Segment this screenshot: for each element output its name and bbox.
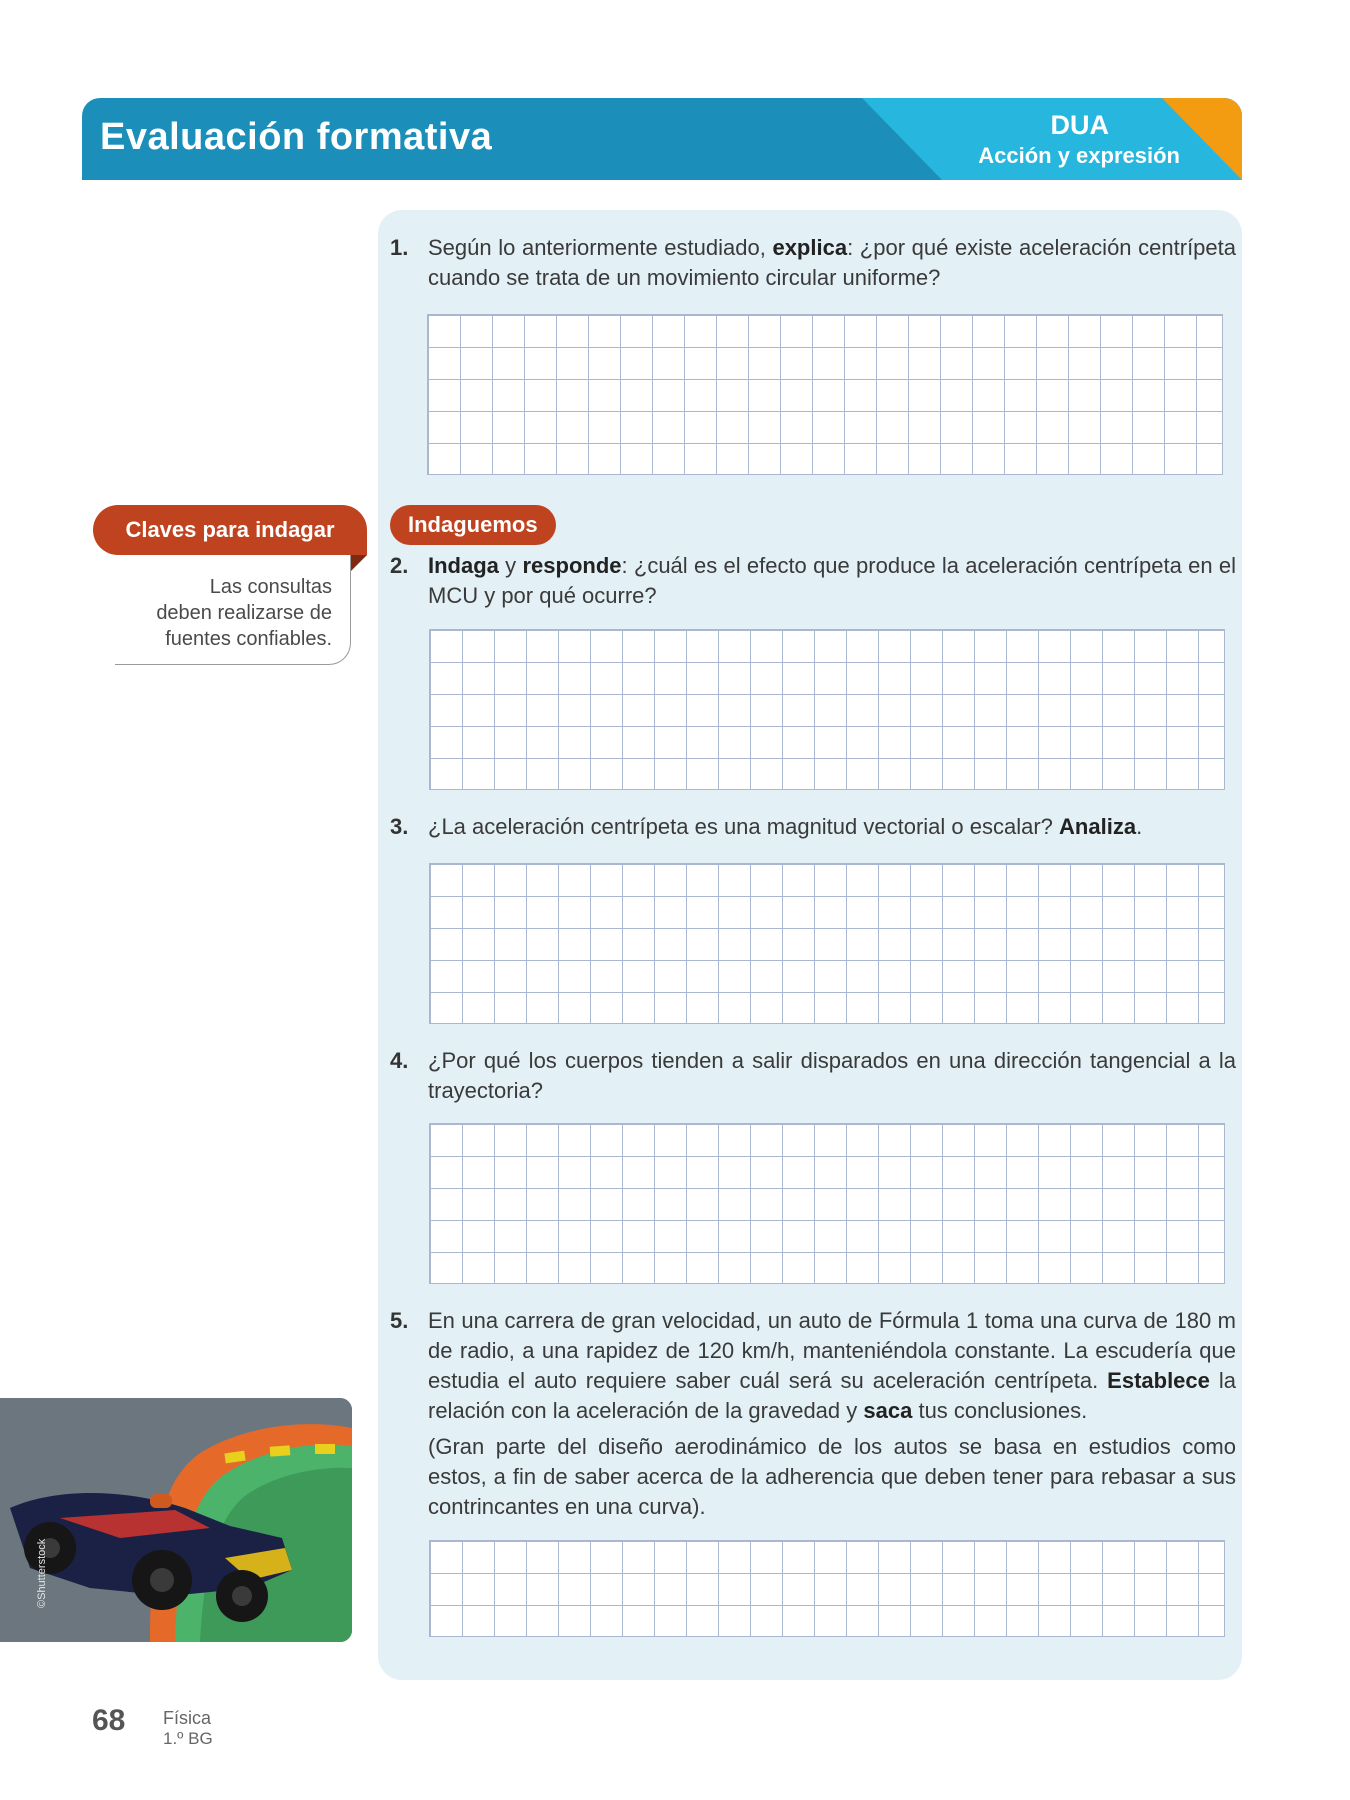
question-text: Según lo anteriormente estudiado, explica: ¿por qué existe aceleración centrípeta cuando se trata de un movimiento circular uniforme?	[428, 235, 1236, 290]
grade-label: 1.º BG	[163, 1729, 213, 1748]
answer-grid-2[interactable]	[429, 629, 1225, 790]
page-title: Evaluación formativa	[100, 116, 493, 158]
answer-grid-5[interactable]	[429, 1540, 1225, 1637]
question-number: 2.	[390, 553, 409, 578]
question-2	[390, 551, 1236, 611]
question-4	[390, 1046, 1236, 1106]
race-car-photo	[0, 1398, 352, 1642]
keyword-explica: explica	[772, 235, 848, 260]
keyword-saca: saca	[863, 1398, 913, 1423]
dua-label: DUA	[1050, 110, 1109, 140]
keyword-indaga: Indaga	[428, 553, 499, 578]
indaguemos-badge: Indaguemos	[390, 505, 556, 545]
claves-note: Las consultas deben realizarse de fuentes confiables.	[156, 576, 332, 650]
question-number: 4.	[390, 1048, 409, 1073]
dua-subtitle: Acción y expresión	[978, 143, 1180, 168]
tab-fold	[351, 555, 367, 571]
keyword-analiza: Analiza	[1059, 814, 1137, 839]
question-text: ¿La aceleración centrípeta es una magnitud vectorial o escalar? Analiza.	[428, 814, 1143, 839]
question-number: 1.	[390, 235, 409, 260]
question-text: En una carrera de gran velocidad, un auto de Fórmula 1 toma una curva de 180 m de radio, a una rapidez de 120 km/h, manteniéndola constante. La escudería que estudia el auto requiere saber cuál será su aceleración centrípeta. Establece la relación con la aceleración de la gravedad y saca tus conclusiones. (Gran parte del diseño aerodinámico de los autos se basa en estudios como estos, a fin de saber acerca de la adherencia que deben tener para rebasar a sus contrincantes en una curva).	[428, 1306, 1236, 1522]
question-text: Indaga y responde: ¿cuál es el efecto que produce la aceleración centrípeta en el MCU y por qué ocurre?	[428, 553, 1236, 608]
question-number: 5.	[390, 1308, 409, 1333]
claves-title: Claves para indagar	[93, 505, 367, 555]
keyword-responde: responde	[522, 553, 622, 578]
section-header	[82, 98, 1242, 180]
answer-grid-3[interactable]	[429, 863, 1225, 1024]
photo-credit: ©Shutterstock	[36, 1538, 48, 1608]
question-text: ¿Por qué los cuerpos tienden a salir disparados en una dirección tangencial a la trayectoria?	[428, 1048, 1236, 1103]
page-number: 68	[92, 1704, 126, 1737]
race-car-illustration	[0, 1398, 352, 1642]
answer-grid-1[interactable]	[427, 314, 1223, 475]
subject-label: Física	[163, 1708, 212, 1728]
question-1	[390, 233, 1236, 293]
question-5	[390, 1306, 1236, 1522]
answer-grid-4[interactable]	[429, 1123, 1225, 1284]
question-note: (Gran parte del diseño aerodinámico de los autos se basa en estudios como estos, a fin de saber acerca de la adherencia que deben tener para rebasar a sus contrincantes en una curva).	[428, 1434, 1236, 1519]
question-3	[390, 812, 1236, 842]
question-number: 3.	[390, 814, 409, 839]
keyword-establece: Establece	[1107, 1368, 1210, 1393]
